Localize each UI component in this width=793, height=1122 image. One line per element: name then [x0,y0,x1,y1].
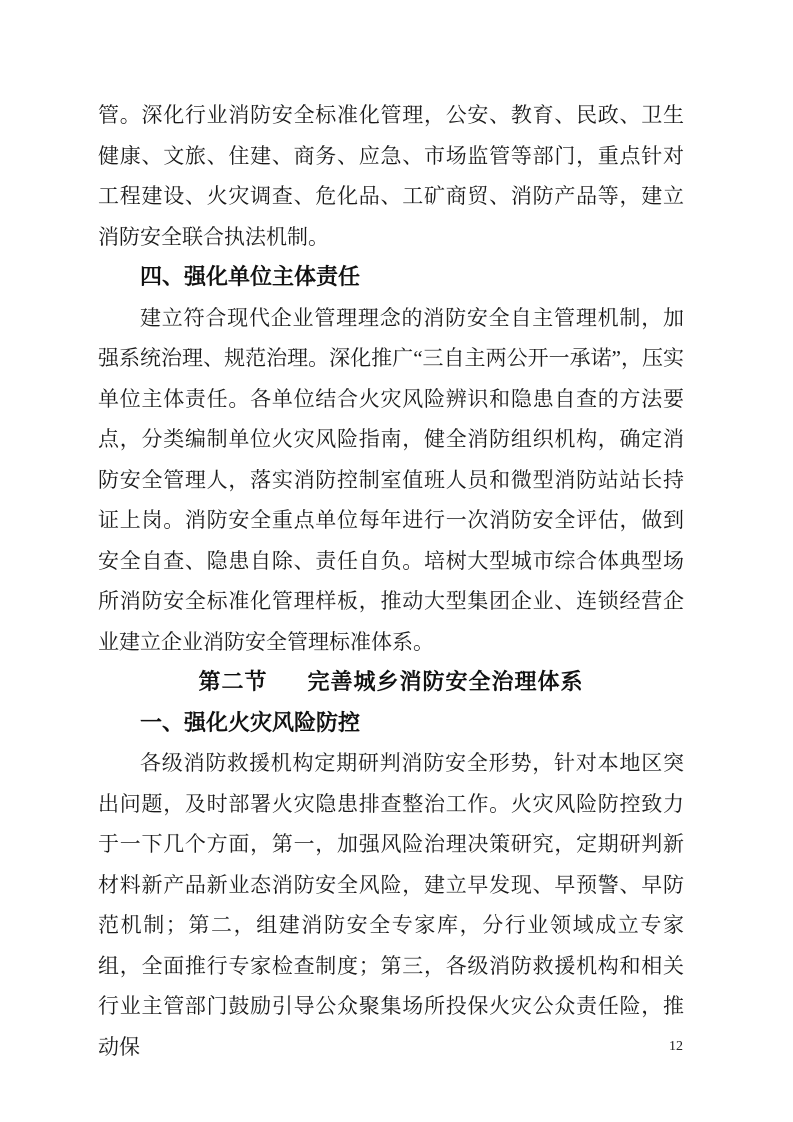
section-label: 第二节 [198,669,268,694]
paragraph-fire-risk: 各级消防救援机构定期研判消防安全形势，针对本地区突出问题，及时部署火灾隐患排查整治工作。火灾风险防控致力于一下几个方面，第一，加强风险治理决策研究，定期研判新材料新产品新业态消防安全风险，建立早发现、早预警、早防范机制；第二，组建消防安全专家库，分行业领域成立专家组，全面推行专家检查制度；第三，各级消防救援机构和相关行业主管部门鼓励引导公众聚集场所投保火灾公众责任险，推动保 [98,751,684,1059]
heading-unit-responsibility: 四、强化单位主体责任 [140,264,361,289]
paragraph-continuation: 管。深化行业消防安全标准化管理，公安、教育、民政、卫生健康、文旅、住建、商务、应急、市场监管等部门，重点针对工程建设、火灾调查、危化品、工矿商贸、消防产品等，建立消防安全联合执法机制。 [98,103,684,249]
page-content [98,95,684,1067]
page-number: 12 [669,1039,683,1054]
section-title: 完善城乡消防安全治理体系 [307,669,584,694]
heading-fire-risk: 一、强化火灾风险防控 [140,709,361,735]
paragraph-unit-responsibility: 建立符合现代企业管理理念的消防安全自主管理机制，加强系统治理、规范治理。深化推广“三自主两公开一承诺”，压实单位主体责任。各单位结合火灾风险辨识和隐患自查的方法要点，分类编制单位火灾风险指南，健全消防组织机构，确定消防安全管理人，落实消防控制室值班人员和微型消防站站长持证上岗。消防安全重点单位每年进行一次消防安全评估，做到安全自查、隐患自除、责任自负。培树大型城市综合体典型场所消防安全标准化管理样板，推动大型集团企业、连锁经营企业建立企业消防安全管理标准体系。 [98,305,684,654]
section-heading [98,662,684,703]
